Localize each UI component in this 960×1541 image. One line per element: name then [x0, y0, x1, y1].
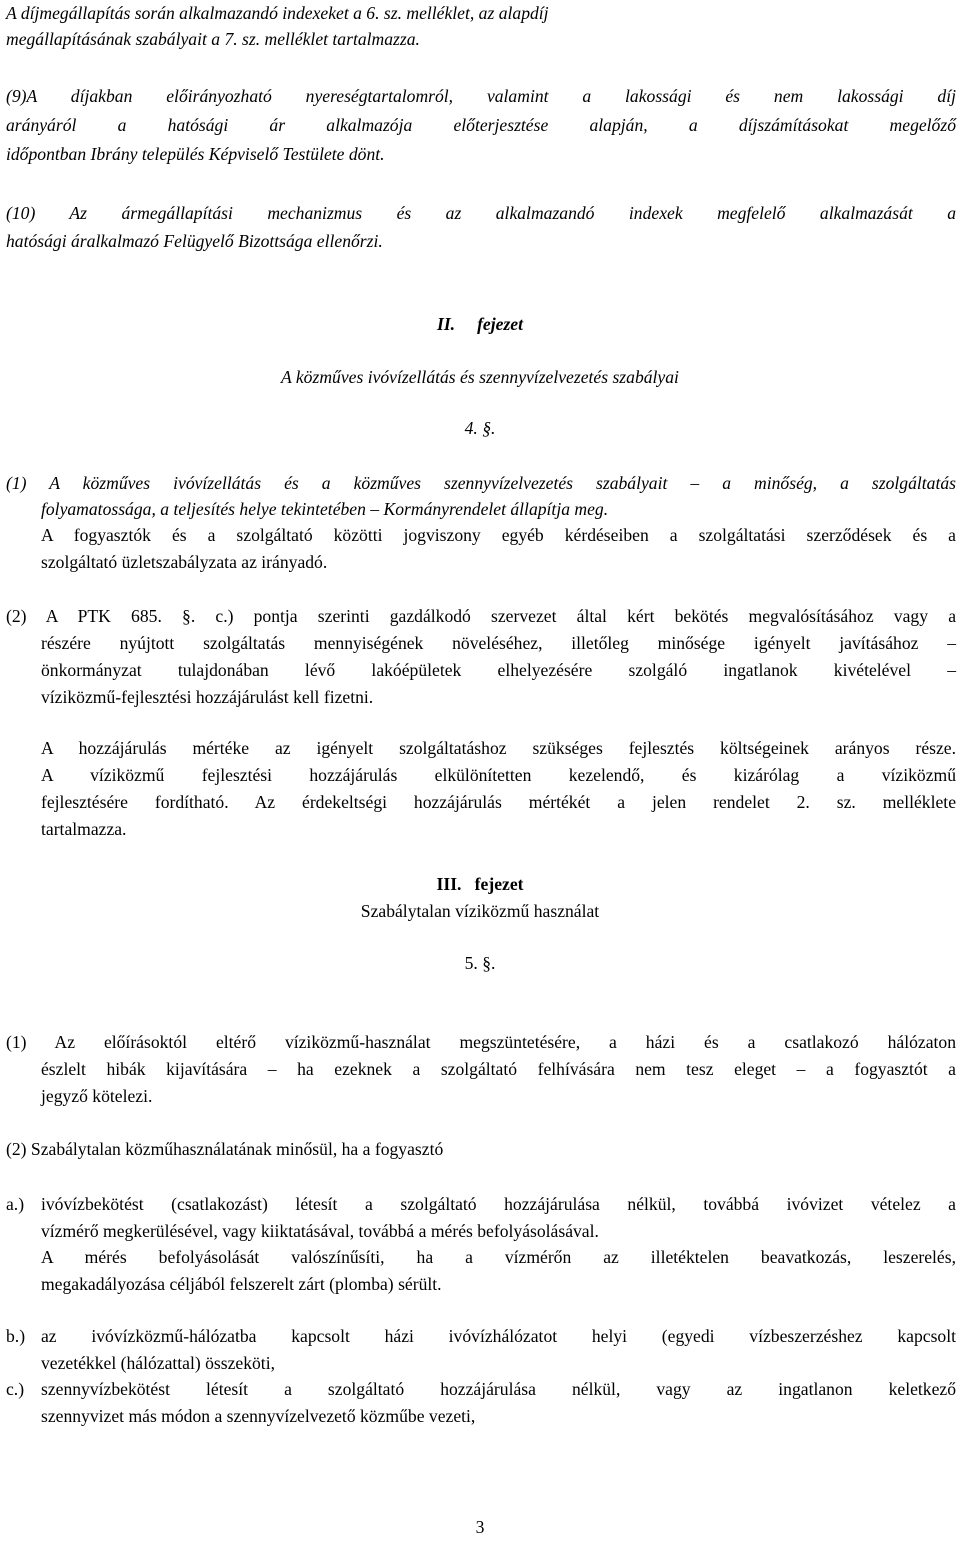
text-line: (10) Az ármegállapítási mechanizmus és az alkalmazandó indexek megfelelő alkalmazását a	[6, 203, 956, 223]
text-line: időpontban Ibrány település Képviselő Testülete dönt.	[6, 144, 385, 164]
text-line: szennyvizet más módon a szennyvízelvezető közműbe vezeti,	[41, 1406, 476, 1426]
text-line: szolgáltató üzletszabályzata az irányadó.	[41, 552, 328, 572]
text-line: vezetékkel (hálózattal) összeköti,	[41, 1353, 275, 1373]
list-item-label: b.)	[6, 1326, 26, 1346]
text-line: (1) Az előírásoktól eltérő víziközmű-használat megszüntetésére, a házi és a csatlakozó hálózaton	[6, 1032, 956, 1052]
chapter-roman: III.	[436, 874, 462, 894]
text-line: A víziközmű fejlesztési hozzájárulás elkülönítetten kezelendő, és kizárólag a víziközmű	[41, 765, 956, 785]
text-line: A mérés befolyásolását valószínűsíti, ha a vízmérőn az illetéktelen beavatkozás, leszerelés,	[41, 1247, 956, 1267]
text-line: vízmérő megkerülésével, vagy kiiktatásával, továbbá a mérés befolyásolásával.	[41, 1221, 599, 1241]
text-line: (2) A PTK 685. §. c.) pontja szerinti gazdálkodó szervezet által kért bekötés megvalósításához vagy a	[6, 606, 956, 626]
text-line: arányáról a hatósági ár alkalmazója előterjesztése alapján, a díjszámításokat megelőző	[6, 115, 956, 135]
text-line: (1) A közműves ivóvízellátás és a közműves szennyvízelvezetés szabályait – a minőség, a szolgáltatás	[6, 473, 956, 493]
section-number: 4. §.	[464, 418, 496, 438]
text-line: A fogyasztók és a szolgáltató közötti jogviszony egyéb kérdéseiben a szolgáltatási szerződések és a	[41, 525, 956, 545]
text-line: folyamatossága, a teljesítés helye tekintetében – Kormányrendelet állapítja meg.	[41, 499, 609, 519]
text-line: szennyvízbekötést létesít a szolgáltató hozzájárulása nélkül, vagy az ingatlanon keletkező	[41, 1379, 956, 1399]
page-number: 3	[475, 1517, 485, 1537]
text-line: A díjmegállapítás során alkalmazandó indexeket a 6. sz. melléklet, az alapdíj	[6, 3, 549, 23]
text-line: tartalmazza.	[41, 819, 127, 839]
chapter-label: fejezet	[474, 874, 524, 894]
chapter-title: Szabálytalan víziközmű használat	[360, 901, 600, 921]
text-line: megakadályozása céljából felszerelt zárt (plomba) sérült.	[41, 1274, 442, 1294]
text-line: fejlesztésére fordítható. Az érdekeltségi hozzájárulás mértékét a jelen rendelet 2. sz. melléklete	[41, 792, 956, 812]
chapter-roman: II.	[436, 314, 456, 334]
chapter-label: fejezet	[477, 314, 523, 334]
text-line: az ivóvízközmű-hálózatba kapcsolt házi ivóvízhálózatot helyi (egyedi vízbeszerzéshez kapcsolt	[41, 1326, 956, 1346]
text-line: (9)A díjakban előirányozható nyereségtartalomról, valamint a lakossági és nem lakossági díj	[6, 86, 956, 106]
list-item-label: c.)	[6, 1379, 25, 1399]
text-line: víziközmű-fejlesztési hozzájárulást kell fizetni.	[41, 687, 374, 707]
text-line: hatósági áralkalmazó Felügyelő Bizottsága ellenőrzi.	[6, 231, 383, 251]
text-line: A hozzájárulás mértéke az igényelt szolgáltatáshoz szükséges fejlesztés költségeinek arányos része.	[41, 738, 956, 758]
chapter-number	[0, 311, 960, 338]
section-5-paragraph-2: (2) Szabálytalan közműhasználatának minősül, ha a fogyasztó	[6, 1139, 444, 1159]
list-item-label: a.)	[6, 1194, 25, 1214]
text-line: ivóvízbekötést (csatlakozást) létesít a szolgáltató hozzájárulása nélkül, továbbá ivóvizet vételez a	[41, 1194, 956, 1214]
text-line: megállapításának szabályait a 7. sz. melléklet tartalmazza.	[6, 29, 420, 49]
text-line: részére nyújtott szolgáltatás mennyiségének növeléséhez, illetőleg minősége igényelt javításához –	[41, 633, 956, 653]
text-line: jegyző kötelezi.	[41, 1086, 153, 1106]
chapter-number	[0, 871, 960, 898]
text-line: észlelt hibák kijavítására – ha ezeknek a szolgáltató felhívására nem tesz eleget – a fogyasztót a	[41, 1059, 956, 1079]
text-line: önkormányzat tulajdonában lévő lakóépületek elhelyezésére szolgáló ingatlanok kivételével –	[41, 660, 956, 680]
section-number: 5. §.	[464, 953, 496, 973]
chapter-title: A közműves ivóvízellátás és szennyvízelvezetés szabályai	[281, 367, 679, 387]
